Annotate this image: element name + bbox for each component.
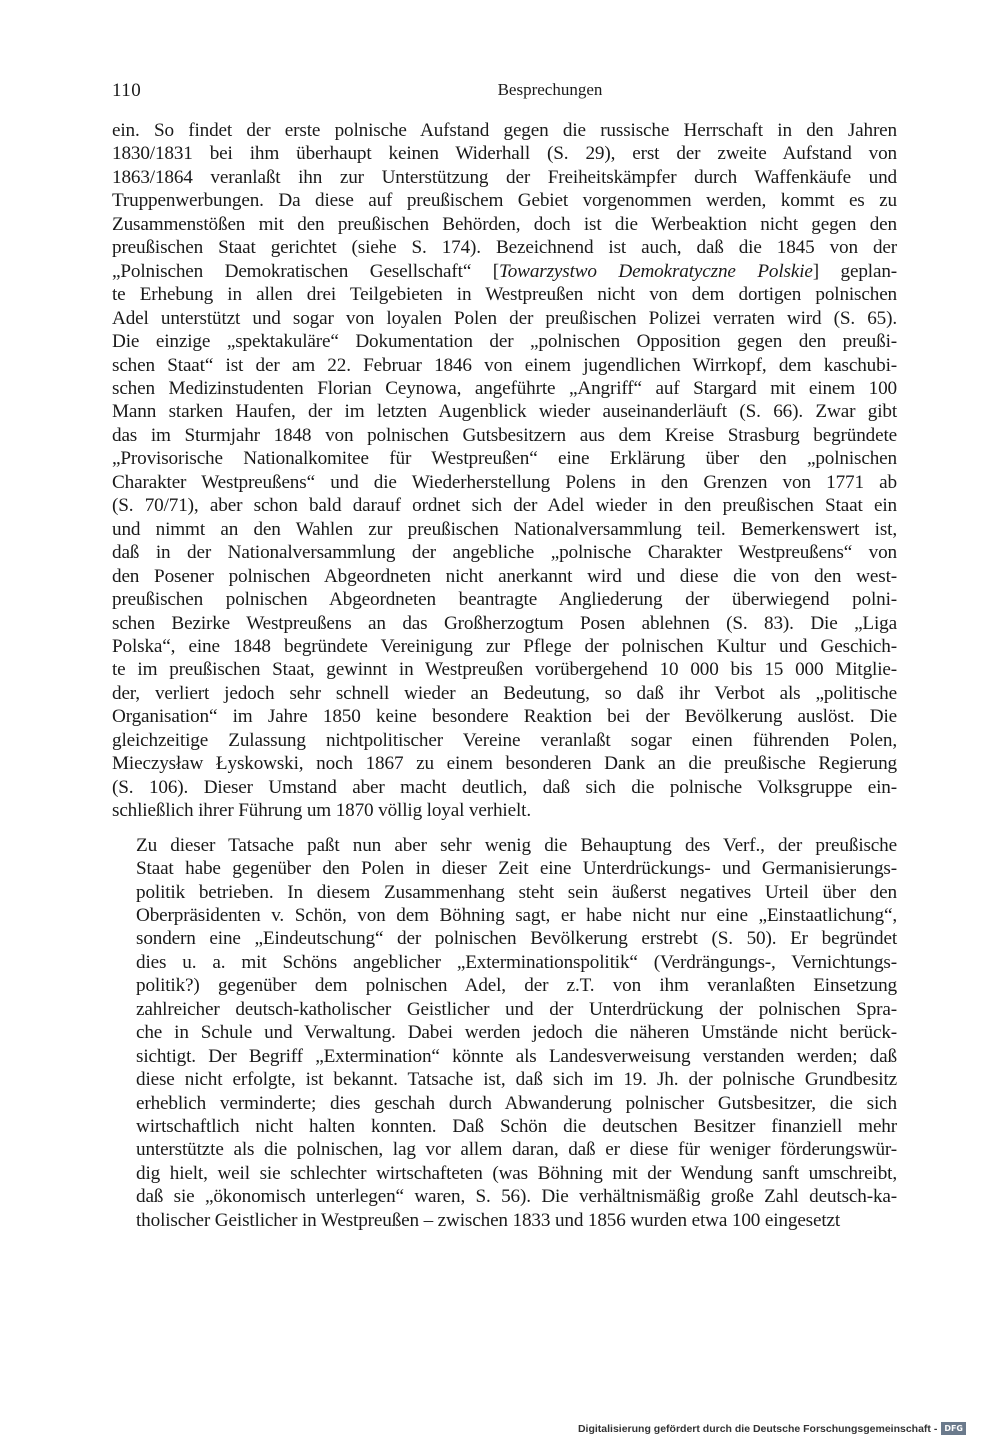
footer-credit-text: Digitalisierung gefördert durch die Deutsche Forschungsgemeinschaft - [577,1422,938,1435]
paragraph-2 [112,834,897,1233]
text-line: Staat habe gegenüber den Polen in dieser Zeit eine Unterdrückungs- und Germanisierungs- [136,858,897,880]
text-line: dies u. a. mit Schöns angeblicher „Exterminationspolitik“ (Verdrängungs-, Vernichtungs- [136,951,897,973]
text-line: schen Staat“ ist der am 22. Februar 1846 von einem jugendlichen Wirrkopf, dem kaschubi- [112,354,897,376]
text-line: Zu dieser Tatsache paßt nun aber sehr wenig die Behauptung des Verf., der preußische [136,834,897,856]
text-line: Charakter Westpreußens“ und die Wiederherstellung Polens in den Grenzen von 1771 ab [112,471,897,493]
text-line: Zusammenstößen mit den preußischen Behörden, doch ist die Werbeaktion nicht gegen den [112,213,897,235]
italic-term: Towarzystwo Demokratyczne Polskie [498,260,813,282]
text-line: ein. So findet der erste polnische Aufstand gegen die russische Herrschaft in den Jahren [112,120,897,141]
text-line: tholischer Geistlicher in Westpreußen – zwischen 1833 und 1856 wurden etwa 100 eingesetzt [136,1209,841,1231]
text-line: und nimmt an den Wahlen zur preußischen Nationalversammlung teil. Bemerkenswert ist, [112,518,897,540]
text-line: der, verliert jedoch sehr schnell wieder an Bedeutung, so daß ihr Verbot als „politische [112,682,897,704]
text-line: schließlich ihrer Führung um 1870 völlig loyal verhielt. [112,800,531,822]
text-line: te im preußischen Staat, gewinnt in Westpreußen vorübergehend 10 000 bis 15 000 Mitglie- [112,659,897,681]
text-line: Oberpräsidenten v. Schön, von dem Böhning sagt, er habe nicht nur eine „Einstaatlichung“, [136,904,897,926]
text-line: Truppenwerbungen. Da diese auf preußischem Gebiet vorgenommen werden, kommt es zu [112,190,897,212]
text-line: daß in der Nationalversammlung der angebliche „polnische Charakter Westpreußens“ von [112,542,897,564]
footer-credit [578,1422,966,1435]
text-line: dig hielt, weil sie schlechter wirtschafteten (was Böhning mit der Wendung sanft umschreibt, [136,1162,897,1184]
text-line: politik?) gegenüber dem polnischen Adel, der z.T. von ihm veranlaßten Einsetzung [136,975,897,997]
text-line: gleichzeitige Zulassung nichtpolitischer Vereine veranlaßt sogar einen führenden Polen, [112,729,897,751]
text-line: diese nicht erfolgte, ist bekannt. Tatsache ist, daß sich im 19. Jh. der polnische Grundbesitz [136,1069,897,1091]
running-head: Besprechungen [497,80,603,99]
text-line: Mieczysław Łyskowski, noch 1867 zu einem besonderen Dank an die preußische Regierung [112,753,897,775]
text-line: den Posener polnischen Abgeordneten nicht anerkannt wird und diese die von den west- [112,565,897,587]
text-line: sondern eine „Eindeutschung“ der polnischen Bevölkerung erstrebt (S. 50). Er begründet [136,928,897,950]
text-line: 1830/1831 bei ihm überhaupt keinen Widerhall (S. 29), erst der zweite Aufstand von [112,143,897,165]
text-line: „Provisorische Nationalkomitee für Westpreußen“ eine Erklärung über den „polnischen [112,448,897,470]
text-line: „Polnischen Demokratischen Gesellschaft“ [Towarzystwo Demokratyczne Polskie] geplan- [112,260,898,282]
text-line: unterstützte als die polnischen, lag vor allem daran, daß er diese für weniger förderungswür- [136,1139,897,1161]
text-line: sichtigt. Der Begriff „Extermination“ könnte als Landesverweisung verstanden werden; daß [136,1045,897,1067]
text-line: daß sie „ökonomisch unterlegen“ waren, S. 56). Die verhältnismäßig große Zahl deutsch-ka- [136,1186,897,1208]
text-line: erheblich verminderte; dies geschah durch Abwanderung polnischer Gutsbesitzer, die sich [136,1092,897,1114]
dfg-logo: DFG [941,1422,966,1435]
text-line: 1863/1864 veranlaßt ihn zur Unterstützung der Freiheitskämpfer durch Waffenkäufe und [112,166,897,188]
body-text [112,119,897,1232]
text-line: schen Bezirke Westpreußens an das Großherzogtum Posen ablehnen (S. 83). Die „Liga [112,612,897,634]
text-line: das im Sturmjahr 1848 von polnischen Gutsbesitzern aus dem Kreise Strasburg begründete [112,424,897,446]
text-line: preußischen Staat gerichtet (siehe S. 174). Bezeichnend ist auch, daß die 1845 von der [112,237,897,259]
text-line: te Erhebung in allen drei Teilgebieten in Westpreußen nicht von dem dortigen polnischen [112,284,897,306]
text-line: wirtschaftlich nicht halten konnten. Daß Schön die deutschen Besitzer finanziell mehr [136,1116,897,1138]
text-line: Die einzige „spektakuläre“ Dokumentation der „polnischen Opposition gegen den preußi- [112,331,897,353]
page-number: 110 [112,80,142,101]
text-line: (S. 70/71), aber schon bald darauf ordnet sich der Adel wieder in den preußischen Staat ein [112,495,897,517]
text-line: che in Schule und Verwaltung. Dabei werden jedoch die näheren Umstände nicht berück- [136,1022,897,1044]
text-line: preußischen polnischen Abgeordneten beantragte Angliederung der überwiegend polni- [112,589,897,611]
text-line: Mann starken Haufen, der im letzten Augenblick wieder auseinanderläuft (S. 66). Zwar gibt [112,401,897,423]
text-line: schen Medizinstudenten Florian Ceynowa, angeführte „Angriff“ auf Stargard mit einem 100 [112,377,897,399]
text-line: Adel unterstützt und sogar von loyalen Polen der preußischen Polizei verraten wird (S. 65). [112,307,897,329]
text-line: Organisation“ im Jahre 1850 keine besondere Reaktion bei der Bevölkerung auslöst. Die [112,706,897,728]
text-line: Polska“, eine 1848 begründete Vereinigung zur Pflege der polnischen Kultur und Geschich- [112,635,897,657]
paragraph-1 [112,119,897,823]
text-line: zahlreicher deutsch-katholischer Geistlicher und der Unterdrückung der polnischen Spra- [136,998,897,1020]
text-line: politik betrieben. In diesem Zusammenhang steht sein äußerst negatives Urteil über den [136,881,897,903]
text-line: (S. 106). Dieser Umstand aber macht deutlich, daß sich die polnische Volksgruppe ein- [112,776,897,798]
